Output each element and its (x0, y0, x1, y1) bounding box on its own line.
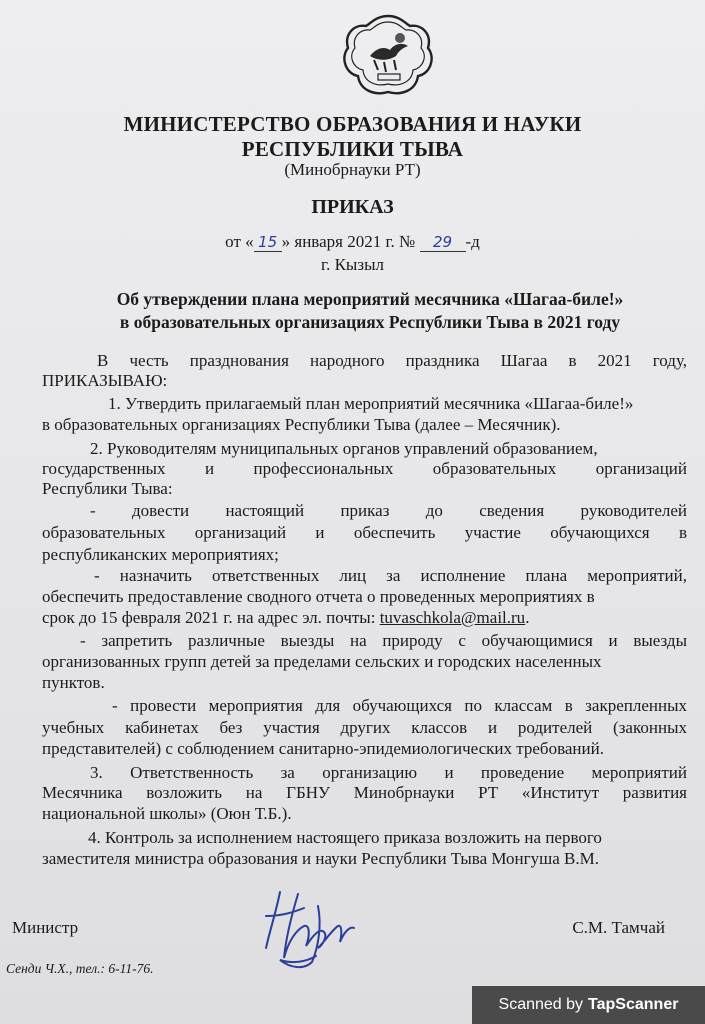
body-line: Республики Тыва: (42, 479, 173, 498)
tuva-emblem-icon (340, 12, 436, 98)
watermark-brand: TapScanner (588, 996, 679, 1013)
handwritten-order-number: 29 (420, 233, 466, 252)
body-line: в образовательных организациях Республики Тыва (далее – Месячник). (42, 415, 561, 434)
handwritten-signature-icon (258, 886, 362, 972)
date-rest: » января 2021 г. № (281, 232, 416, 251)
subject-line2: в образовательных организациях Республики Тыва в 2021 году (119, 312, 621, 332)
body-line: - назначить ответственных лиц за исполнение плана мероприятий, (94, 566, 687, 585)
order-suffix: -д (465, 232, 480, 251)
ministry-short-name: (Минобрнауки РТ) (284, 160, 421, 179)
body-line: - запретить различные выезды на природу с обучающимися и выезды (80, 631, 687, 650)
body-line: 2. Руководителям муниципальных органов управлений образованием, (90, 439, 598, 458)
body-line: представителей) с соблюдением санитарно-эпидемиологических требований. (42, 739, 604, 758)
signatory-title: Министр (12, 918, 79, 937)
body-line (42, 607, 529, 629)
body-line: пунктов. (42, 673, 105, 692)
body-line: обеспечить предоставление сводного отчета о проведенных мероприятиях в (42, 587, 595, 606)
order-title: ПРИКАЗ (311, 196, 394, 218)
ministry-name-line2: РЕСПУБЛИКИ ТЫВА (241, 137, 464, 161)
body-line: республиканских мероприятиях; (42, 545, 279, 564)
scanner-watermark (472, 986, 705, 1024)
body-line: В честь празднования народного праздника Шагаа в 2021 году, (97, 351, 687, 370)
body-line: образовательных организаций и обеспечить участие обучающихся в (42, 523, 687, 542)
body-line-text: срок до 15 февраля 2021 г. на адрес эл. почты: (42, 608, 376, 627)
body-line: ПРИКАЗЫВАЮ: (42, 371, 168, 390)
signatory-name: С.М. Тамчай (572, 918, 665, 937)
body-line-end: . (525, 608, 530, 627)
body-line: организованных групп детей за пределами сельских и городских населенных (42, 652, 602, 671)
watermark-prefix: Scanned by (498, 996, 584, 1013)
email-link[interactable]: tuvaschkola@mail.ru (379, 608, 526, 627)
body-line: 4. Контроль за исполнением настоящего приказа возложить на первого (88, 828, 602, 847)
handwritten-day: 15 (254, 233, 282, 252)
order-date-line (0, 232, 705, 252)
body-line: национальной школы» (Оюн Т.Б.). (42, 804, 292, 823)
body-line: - провести мероприятия для обучающихся по классам в закрепленных (112, 696, 687, 715)
body-line: учебных кабинетах без участия других классов и родителей (законных (42, 718, 687, 737)
subject-line1: Об утверждении плана мероприятий месячника «Шагаа-биле!» (116, 289, 624, 309)
body-line: 3. Ответственность за организацию и проведение мероприятий (90, 763, 687, 782)
body-line: - довести настоящий приказ до сведения руководителей (90, 501, 687, 520)
executor-footnote: Сенди Ч.Х., тел.: 6-11-76. (6, 961, 154, 976)
body-line: заместителя министра образования и науки Республики Тыва Монгуша В.М. (42, 849, 599, 868)
date-prefix: от « (225, 232, 254, 251)
city: г. Кызыл (321, 255, 384, 274)
ministry-name-line1: МИНИСТЕРСТВО ОБРАЗОВАНИЯ И НАУКИ (123, 112, 582, 136)
body-line: государственных и профессиональных образовательных организаций (42, 459, 687, 478)
body-line: 1. Утвердить прилагаемый план мероприятий месячника «Шагаа-биле!» (108, 394, 634, 413)
body-line: Месячника возложить на ГБНУ Минобрнауки РТ «Институт развития (42, 783, 687, 802)
